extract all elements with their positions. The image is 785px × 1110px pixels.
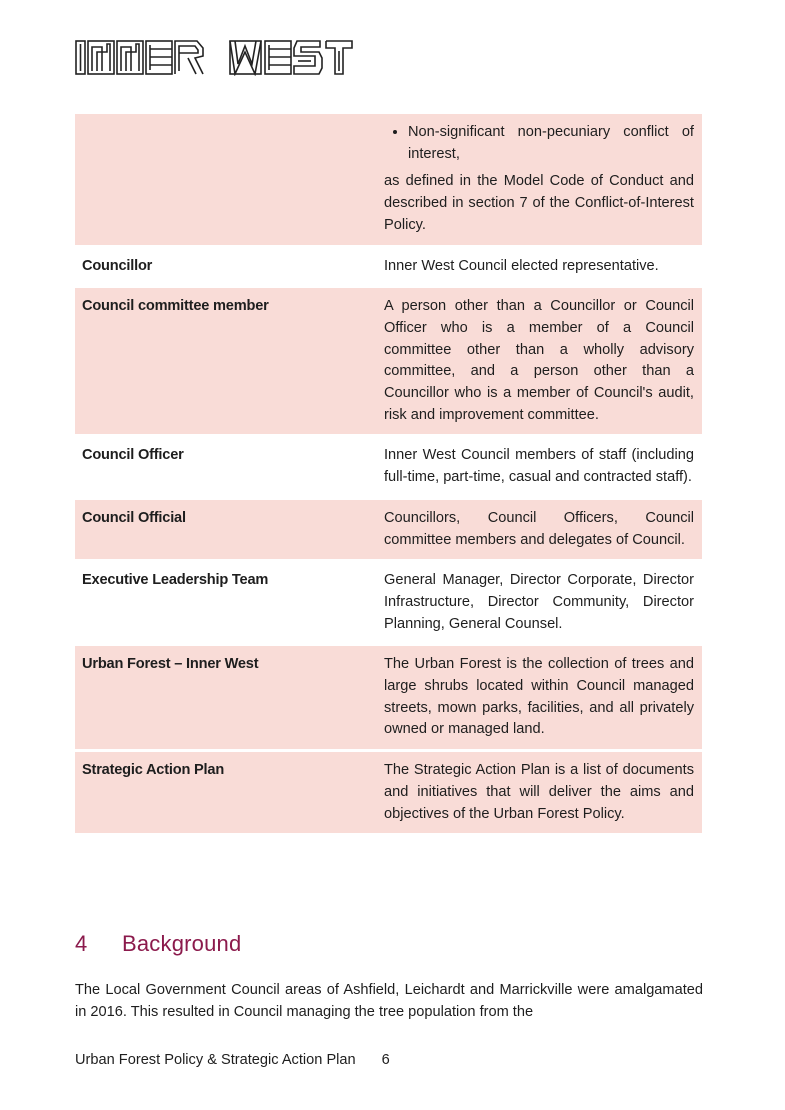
table-row <box>75 437 702 496</box>
description-cell: Inner West Council members of staff (including full-time, part-time, casual and contracted staff). <box>378 437 702 496</box>
description-cell: Councillors, Council Officers, Council committee members and delegates of Council. <box>378 500 702 559</box>
table-row <box>75 114 702 245</box>
term-cell: Council Officer <box>75 437 378 496</box>
description-cell: A person other than a Councillor or Council Officer who is a member of a Council committee other than a wholly advisory committee, and a person other than a Councillor who is a member of Council's audit, risk and improvement committee. <box>378 288 702 434</box>
description-cell: General Manager, Director Corporate, Director Infrastructure, Director Community, Director Planning, General Counsel. <box>378 562 702 643</box>
list-item: • Non-significant non-pecuniary conflict of interest, <box>408 122 694 165</box>
footer-title: Urban Forest Policy & Strategic Action Plan <box>75 1052 356 1068</box>
description-cell <box>378 114 702 245</box>
section-number: 4 <box>75 931 88 956</box>
term-cell <box>75 114 378 245</box>
section-heading <box>75 931 241 957</box>
description-cell: The Urban Forest is the collection of trees and large shrubs located within Council managed streets, mown parks, facilities, and all privately owned or managed land. <box>378 646 702 749</box>
description-cell: Inner West Council elected representative. <box>378 248 702 286</box>
table-row <box>75 500 702 559</box>
table-row <box>75 752 702 833</box>
term-cell: Strategic Action Plan <box>75 752 378 833</box>
description-text: as defined in the Model Code of Conduct and described in section 7 of the Conflict-of-Interest Policy. <box>384 173 694 233</box>
section-title: Background <box>122 931 242 956</box>
section-body: The Local Government Council areas of Ashfield, Leichardt and Marrickville were amalgamated in 2016. This resulted in Council managing the tree population from the <box>75 982 703 1020</box>
inner-west-logo <box>75 38 371 76</box>
page-footer <box>75 1052 390 1068</box>
term-cell: Council committee member <box>75 288 378 434</box>
term-cell: Urban Forest – Inner West <box>75 646 378 749</box>
term-cell: Executive Leadership Team <box>75 562 378 643</box>
table-row <box>75 646 702 749</box>
description-cell: The Strategic Action Plan is a list of documents and initiatives that will deliver the aims and objectives of the Urban Forest Policy. <box>378 752 702 833</box>
bullet-list <box>384 122 694 165</box>
table-row <box>75 288 702 434</box>
definitions-table <box>75 111 702 836</box>
table-row <box>75 562 702 643</box>
term-cell: Council Official <box>75 500 378 559</box>
page-number: 6 <box>381 1052 390 1068</box>
table-row <box>75 248 702 286</box>
term-cell: Councillor <box>75 248 378 286</box>
